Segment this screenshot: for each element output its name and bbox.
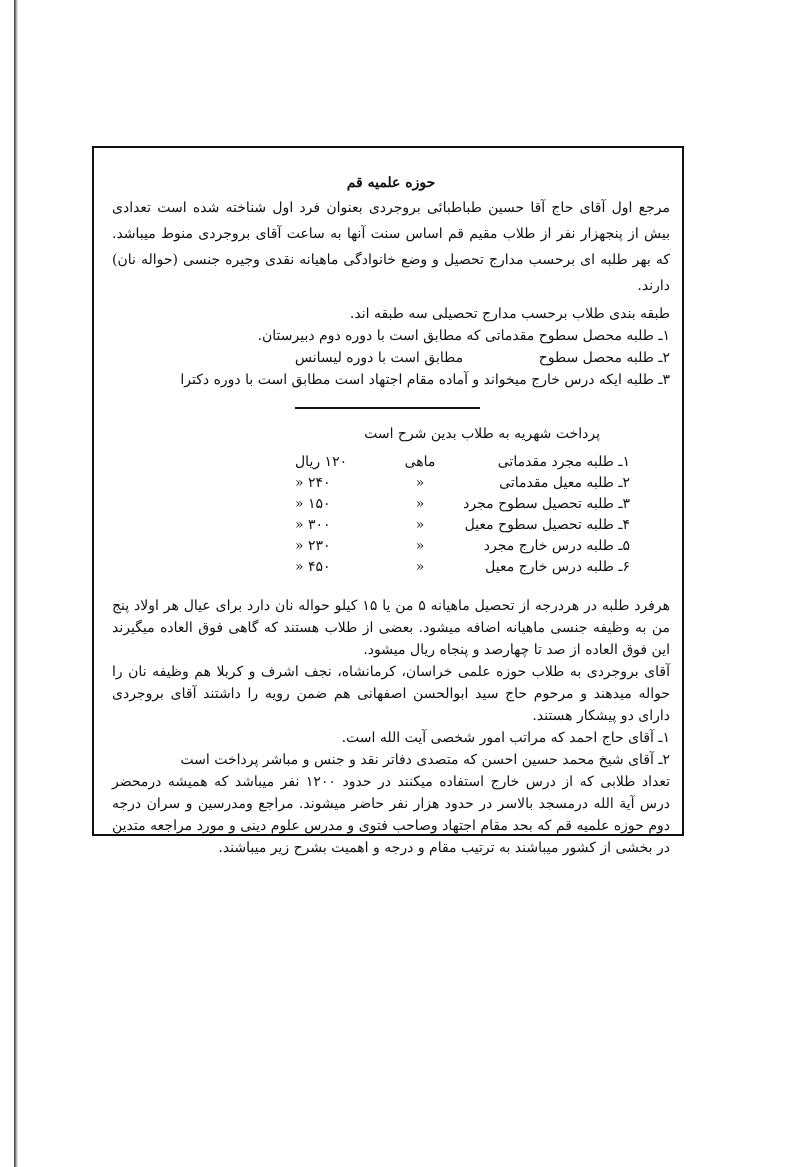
scan-page-edge bbox=[14, 0, 18, 1167]
closing-section bbox=[112, 595, 670, 859]
payment-item: ۶ـ طلبه درس خارج معیل bbox=[485, 558, 630, 575]
closing-paragraph: تعداد طلابی که از درس خارج استفاده میکنند در حدود ۱۲۰۰ نفر میباشد که همیشه درمحضر درس آیة الله درمسجد بالاسر در حدود هزار نفر حاضر میشوند. مراجع ومدرسین و سران درجه دوم حوزه علمیه قم که بحد مقام اجتهاد وصاحب فتوی و مدرس علوم دینی و مورد مراجعه متدین در بخشی از کشور میباشند به ترتیب مقام و درجه و اهمیت بشرح زیر میباشند. bbox=[112, 774, 671, 856]
payment-unit: « bbox=[415, 558, 425, 575]
payment-unit: « bbox=[415, 537, 425, 554]
payment-item: ۳ـ طلبه تحصیل سطوح مجرد bbox=[463, 495, 630, 512]
table-row bbox=[295, 535, 630, 556]
payment-table bbox=[295, 451, 630, 577]
payment-item: ۲ـ طلبه معیل مقدماتی bbox=[499, 474, 630, 491]
payment-amount: ۱۲۰ ریال bbox=[295, 453, 348, 470]
payment-unit: « bbox=[415, 474, 425, 491]
table-row bbox=[295, 493, 630, 514]
payment-amount: ۲۴۰ « bbox=[295, 474, 331, 491]
class-item: ۲ـ طلبه محصل سطوح مطابق است با دوره لیسانس bbox=[294, 350, 670, 366]
payment-amount: ۴۵۰ « bbox=[295, 558, 331, 575]
bread-paragraph: هرفرد طلبه در هردرجه از تحصیل ماهیانه ۵ من یا ۱۵ کیلو حواله نان دارد برای عیال هر اولاد پنج من به وظیفه جنسی ماهیانه اضافه میشود. بعضی از طلاب هستند که گاهی فوق العاده میگیرند این فوق العاده از صد تا چهارصد و پنجاه ریال میشود. bbox=[112, 598, 671, 658]
payment-amount: ۱۵۰ « bbox=[295, 495, 331, 512]
document-body bbox=[112, 175, 670, 859]
payment-item: ۴ـ طلبه تحصیل سطوح معیل bbox=[464, 516, 630, 533]
section-divider bbox=[295, 407, 480, 409]
table-row bbox=[295, 472, 630, 493]
deputy-item: ۲ـ آقای شیخ محمد حسین احسن که متصدی دفاتر نقد و جنس و مباشر پرداخت است bbox=[180, 752, 670, 768]
payment-item: ۱ـ طلبه مجرد مقدماتی bbox=[497, 453, 630, 470]
class-item: ۱ـ طلبه محصل سطوح مقدماتی که مطابق است با دوره دوم دبیرستان. bbox=[257, 328, 670, 344]
table-row bbox=[295, 556, 630, 577]
table-row bbox=[295, 451, 630, 472]
payment-heading: پرداخت شهریه به طلاب بدین شرح است bbox=[364, 426, 600, 442]
deputies-paragraph: آقای بروجردی به طلاب حوزه علمی خراسان، کرمانشاه، نجف اشرف و کربلا هم وظیفه نان را حواله میدهند و مرحوم حاج سید ابوالحسن اصفهانی هم ضمن رویه را داشتند آقای بروجردی دارای دو پیشکار هستند. bbox=[112, 664, 670, 724]
payment-amount: ۳۰۰ « bbox=[295, 516, 331, 533]
payment-unit: ماهی bbox=[404, 453, 436, 470]
class-item: ۳ـ طلبه ایکه درس خارج میخواند و آماده مقام اجتهاد است مطابق است با دوره دکترا bbox=[180, 372, 670, 388]
payment-unit: « bbox=[415, 516, 425, 533]
document-title: حوزه علمیه قم bbox=[346, 175, 436, 191]
classification-heading: طبقه بندی طلاب برحسب مدارج تحصیلی سه طبقه اند. bbox=[349, 306, 670, 322]
payment-unit: « bbox=[415, 495, 425, 512]
payment-amount: ۲۳۰ « bbox=[295, 537, 331, 554]
deputy-item: ۱ـ آقای حاج احمد که مراتب امور شخصی آیت الله است. bbox=[341, 730, 670, 746]
intro-paragraph: مرجع اول آقای حاج آقا حسین طباطبائی بروجردی بعنوان فرد اول شناخته شده است تعدادی بیش از پنجهزار نفر از طلاب مقیم قم اساس سنت آنها به ساعت آقای بروجردی منوط میباشد. که بهر طلبه ای برحسب مدارج تحصیل و وضع خانوادگی ماهیانه نقدی وجیره جنسی (حواله نان) دارند. bbox=[112, 200, 670, 294]
payment-item: ۵ـ طلبه درس خارج مجرد bbox=[483, 537, 630, 554]
table-row bbox=[295, 514, 630, 535]
